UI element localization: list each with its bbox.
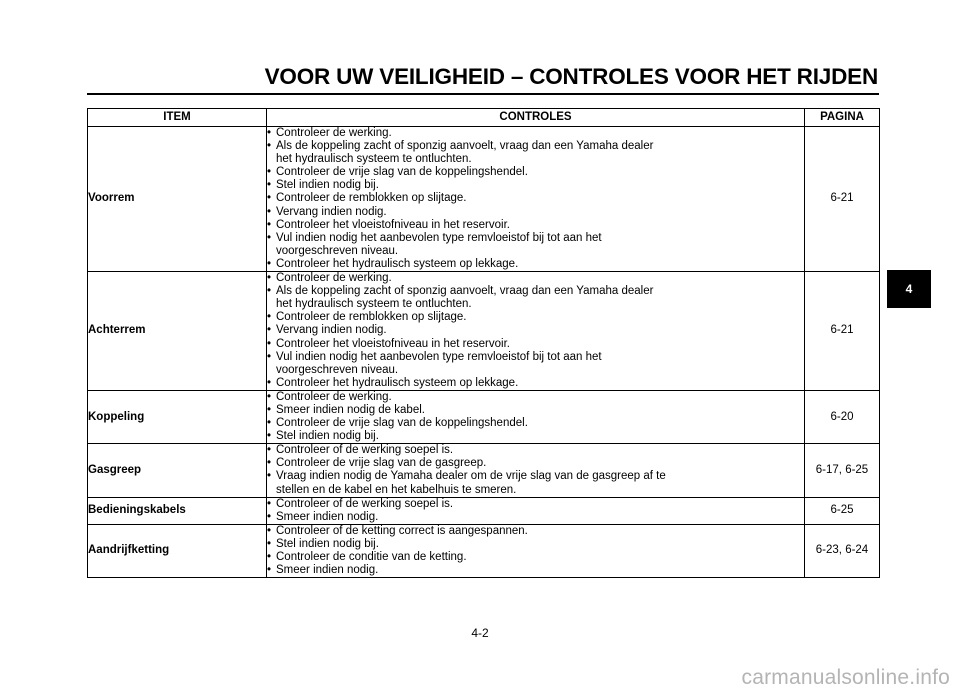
controls-cell <box>267 444 805 497</box>
page-ref-cell: 6-21 <box>805 127 880 272</box>
control-item: • Als de koppeling zacht of sponzig aanvoelt, vraag dan een Yamaha dealer het hydraulisch systeem te ontluchten. <box>267 140 804 166</box>
controls-list <box>267 272 804 390</box>
watermark: carmanualsonline.info <box>741 666 950 689</box>
chapter-tab: 4 <box>887 270 931 308</box>
item-cell: Koppeling <box>88 390 267 443</box>
table-row <box>88 497 880 524</box>
control-item: • Controleer de remblokken op slijtage. <box>267 192 804 205</box>
controls-list <box>267 525 804 577</box>
page-ref-cell: 6-25 <box>805 497 880 524</box>
control-item: • Vraag indien nodig de Yamaha dealer om de vrije slag van de gasgreep af te stellen en de kabel en het kabelhuis te smeren. <box>267 470 804 496</box>
control-item: • Controleer het hydraulisch systeem op lekkage. <box>267 258 804 271</box>
control-item: • Stel indien nodig bij. <box>267 430 804 443</box>
title-divider <box>87 93 879 95</box>
controls-list <box>267 498 804 524</box>
table-row <box>88 444 880 497</box>
control-item: • Controleer het vloeistofniveau in het reservoir. <box>267 338 804 351</box>
control-item: • Controleer of de werking soepel is. <box>267 444 804 457</box>
item-cell: Aandrijfketting <box>88 524 267 577</box>
page-ref-cell: 6-17, 6-25 <box>805 444 880 497</box>
table-row <box>88 390 880 443</box>
control-item: • Controleer het hydraulisch systeem op lekkage. <box>267 377 804 390</box>
control-item: • Vervang indien nodig. <box>267 206 804 219</box>
control-item: • Smeer indien nodig. <box>267 511 804 524</box>
item-cell: Bedieningskabels <box>88 497 267 524</box>
controls-cell <box>267 127 805 272</box>
table-row <box>88 127 880 272</box>
control-item: • Stel indien nodig bij. <box>267 538 804 551</box>
page-ref-cell: 6-23, 6-24 <box>805 524 880 577</box>
page-ref-cell: 6-21 <box>805 272 880 391</box>
controls-cell <box>267 524 805 577</box>
table-row <box>88 524 880 577</box>
checklist-table <box>87 108 880 578</box>
item-cell: Gasgreep <box>88 444 267 497</box>
control-item: • Controleer de vrije slag van de gasgreep. <box>267 457 804 470</box>
control-item: • Als de koppeling zacht of sponzig aanvoelt, vraag dan een Yamaha dealer het hydraulisch systeem te ontluchten. <box>267 285 804 311</box>
controls-cell <box>267 272 805 391</box>
control-item: • Controleer de vrije slag van de koppelingshendel. <box>267 166 804 179</box>
control-item: • Vul indien nodig het aanbevolen type remvloeistof bij tot aan het voorgeschreven niveau. <box>267 232 804 258</box>
table-row <box>88 272 880 391</box>
controls-list <box>267 391 804 443</box>
control-item: • Controleer de werking. <box>267 127 804 140</box>
header-page: PAGINA <box>805 109 880 127</box>
page-ref-cell: 6-20 <box>805 390 880 443</box>
item-cell: Achterrem <box>88 272 267 391</box>
control-item: • Controleer de remblokken op slijtage. <box>267 311 804 324</box>
controls-cell <box>267 497 805 524</box>
control-item: • Vul indien nodig het aanbevolen type remvloeistof bij tot aan het voorgeschreven niveau. <box>267 351 804 377</box>
controls-cell <box>267 390 805 443</box>
control-item: • Controleer of de ketting correct is aangespannen. <box>267 525 804 538</box>
item-cell: Voorrem <box>88 127 267 272</box>
control-item: • Stel indien nodig bij. <box>267 179 804 192</box>
control-item: • Vervang indien nodig. <box>267 324 804 337</box>
control-item: • Smeer indien nodig. <box>267 564 804 577</box>
controls-list <box>267 127 804 271</box>
header-item: ITEM <box>88 109 267 127</box>
control-item: • Controleer de vrije slag van de koppelingshendel. <box>267 417 804 430</box>
control-item: • Smeer indien nodig de kabel. <box>267 404 804 417</box>
control-item: • Controleer de conditie van de ketting. <box>267 551 804 564</box>
page-title: VOOR UW VEILIGHEID – CONTROLES VOOR HET RIJDEN <box>264 64 878 89</box>
header-controls: CONTROLES <box>267 109 805 127</box>
control-item: • Controleer de werking. <box>267 272 804 285</box>
control-item: • Controleer het vloeistofniveau in het reservoir. <box>267 219 804 232</box>
table-header-row <box>88 109 880 127</box>
controls-list <box>267 444 804 496</box>
control-item: • Controleer of de werking soepel is. <box>267 498 804 511</box>
page-number: 4-2 <box>471 626 489 640</box>
control-item: • Controleer de werking. <box>267 391 804 404</box>
